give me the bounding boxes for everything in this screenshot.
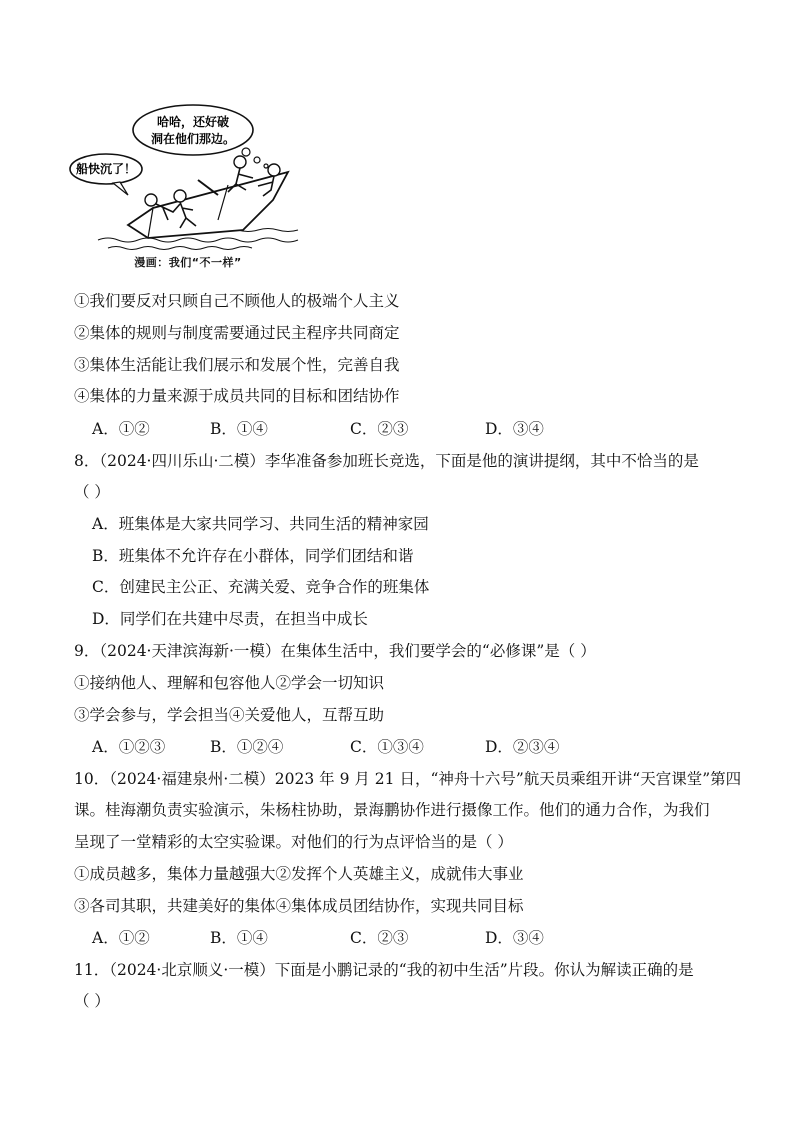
q9-option-d[interactable]: D．②③④ [485,738,560,756]
q11-stem-bracket: （ ） [74,992,110,1010]
q8-option-b[interactable]: B．班集体不允许存在小群体，同学们团结和谐 [92,547,414,565]
q10-option-b[interactable]: B．①④ [210,929,268,947]
q7-option-a[interactable]: A．①② [92,420,150,438]
q7-statement-3: ③集体生活能让我们展示和发展个性，完善自我 [74,356,400,374]
cartoon-illustration [68,100,308,275]
q8-stem-bracket: （ ） [74,483,110,501]
q9-stem: 9．（2024·天津滨海新·一模）在集体生活中，我们要学会的“必修课”是（ ） [74,642,596,660]
q10-stem-line-2: 课。桂海潮负责实验演示，朱杨柱协助，景海鹏协作进行摄像工作。他们的通力合作，为我们 [74,801,710,819]
svg-text:哈哈，还好破: 哈哈，还好破 [156,115,230,129]
q10-stem-line-3: 呈现了一堂精彩的太空实验课。对他们的行为点评恰当的是（ ） [74,833,513,851]
q9-option-c[interactable]: C．①③④ [350,738,424,756]
q7-option-c[interactable]: C．②③ [350,420,409,438]
q8-option-a[interactable]: A．班集体是大家共同学习、共同生活的精神家园 [92,515,429,533]
q10-option-a[interactable]: A．①② [92,929,150,947]
q10-statement-1: ①成员越多，集体力量越强大②发挥个人英雄主义，成就伟大事业 [74,865,524,883]
q8-stem: 8．（2024·四川乐山·二模）李华准备参加班长竞选，下面是他的演讲提纲，其中不恰当的是 [74,452,699,470]
q7-statement-2: ②集体的规则与制度需要通过民主程序共同商定 [74,324,400,342]
q9-statement-2: ③学会参与，学会担当④关爱他人，互帮互助 [74,706,385,724]
q9-statement-1: ①接纳他人、理解和包容他人②学会一切知识 [74,674,385,692]
q10-stem-line-1: 10．（2024·福建泉州·二模）2023 年 9 月 21 日，“神舟十六号”航天员乘组开讲“天宫课堂”第四 [74,770,742,788]
svg-text:洞在他们那边。: 洞在他们那边。 [150,132,236,146]
q7-option-b[interactable]: B．①④ [210,420,268,438]
q10-statement-2: ③各司其职，共建美好的集体④集体成员团结协作，实现共同目标 [74,897,524,915]
q10-option-d[interactable]: D．③④ [485,929,544,947]
q11-stem: 11．（2024·北京顺义·一模）下面是小鹏记录的“我的初中生活”片段。你认为解读正确的是 [74,961,694,979]
q10-option-c[interactable]: C．②③ [350,929,409,947]
q9-option-a[interactable]: A．①②③ [92,738,166,756]
q7-statement-4: ④集体的力量来源于成员共同的目标和团结协作 [74,387,400,405]
q9-option-b[interactable]: B．①②④ [210,738,284,756]
q8-option-c[interactable]: C．创建民主公正、充满关爱、竞争合作的班集体 [92,578,430,596]
q8-option-d[interactable]: D．同学们在共建中尽责，在担当中成长 [92,610,368,628]
svg-text:船快沉了！: 船快沉了！ [75,162,137,176]
cartoon-caption: 漫画：我们“不一样” [134,256,242,269]
q7-statement-1: ①我们要反对只顾自己不顾他人的极端个人主义 [74,292,400,310]
cartoon-drawing [68,100,308,255]
q7-option-d[interactable]: D．③④ [485,420,544,438]
